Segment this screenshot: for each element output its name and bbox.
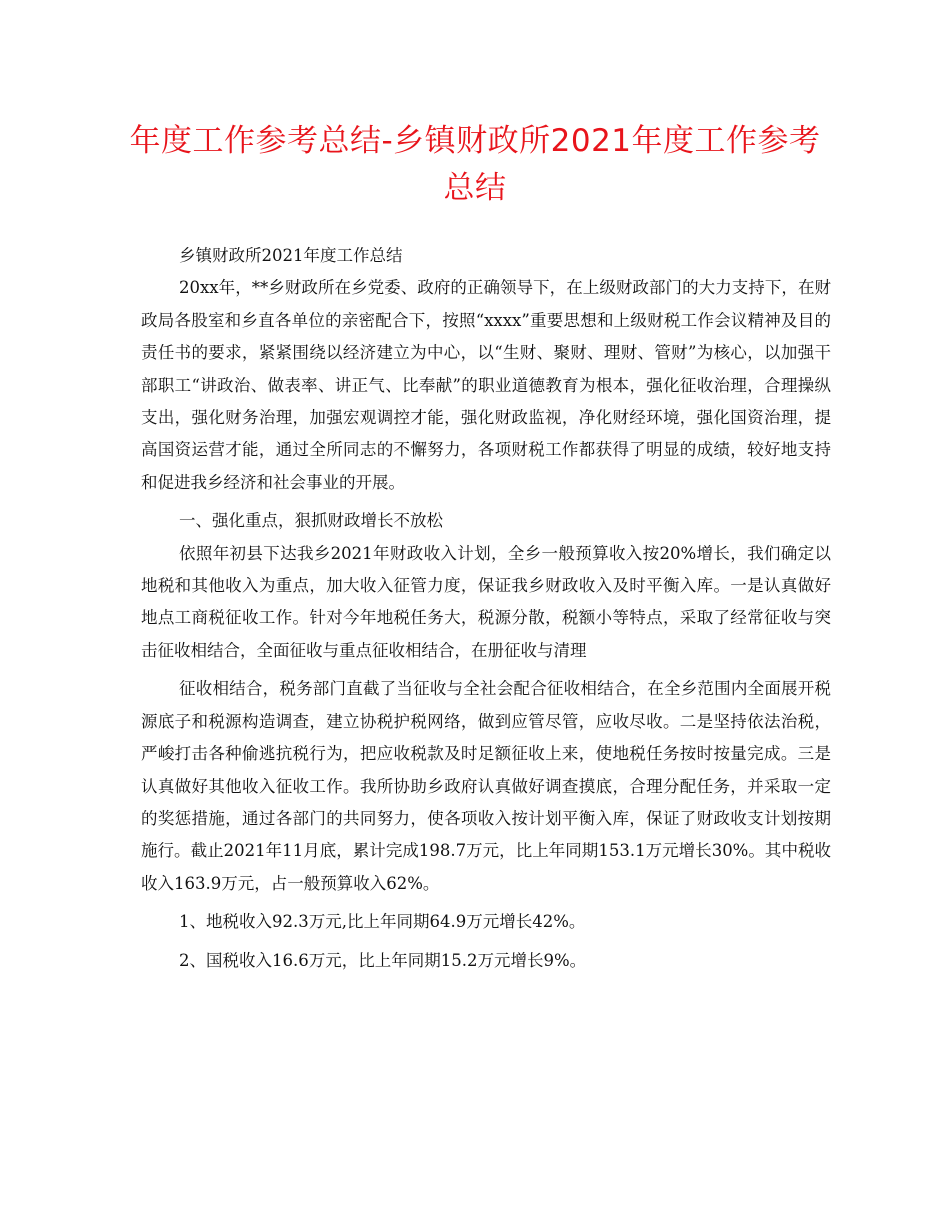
document-title: 年度工作参考总结-乡镇财政所2021年度工作参考总结 — [129, 123, 821, 206]
paragraph-revenue-plan: 依照年初县下达我乡2021年财政收入计划，全乡一般预算收入按20%增长，我们确定以地税和其他收入为重点，加大收入征管力度，保证我乡财政收入及时平衡入库。一是认真做好地点工商税征收工作。针对今年地税任务大，税源分散，税额小等特点，采取了经常征收与突击征收相结合，全面征收与重点征收相结合，在册征收与清理 — [141, 543, 831, 660]
paragraph-subtitle: 乡镇财政所2021年度工作总结 — [179, 246, 403, 265]
paragraph-revenue-collection: 征收相结合，税务部门直截了当征收与全社会配合征收相结合，在全乡范围内全面展开税源底子和税源构造调查，建立协税护税网络，做到应管尽管，应收尽收。二是坚持依法治税，严峻打击各种偷逃抗税行为，把应收税款及时足额征收上来，使地税任务按时按量完成。三是认真做好其他收入征收工作。我所协助乡政府认真做好调查摸底，合理分配任务，并采取一定的奖惩措施，通过各部门的共同努力，使各项收入按计划平衡入库，保证了财政收支计划按期施行。截止2021年11月底，累计完成198.7万元，比上年同期153.1万元增长30%。其中税收收入163.9万元，占一般预算收入62%。 — [141, 679, 831, 893]
list-item-local-tax: 1、地税收入92.3万元,比上年同期64.9万元增长42%。 — [179, 912, 586, 932]
section-heading-1: 一、强化重点，狠抓财政增长不放松 — [179, 511, 443, 531]
paragraph-intro: 20xx年，**乡财政所在乡党委、政府的正确领导下，在上级财政部门的大力支持下，在财政局各股室和乡直各单位的亲密配合下，按照“xxxx”重要思想和上级财税工作会议精神及目的责任书的要求，紧紧围绕以经济建立为中心，以“生财、聚财、理财、管财”为核心，以加强干部职工“讲政治、做表率、讲正气、比奉献”的职业道德教育为根本，强化征收治理，合理操纵支出，强化财务治理，加强宏观调控才能，强化财政监视，净化财经环境，强化国资治理，提高国资运营才能，通过全所同志的不懈努力，各项财税工作都获得了明显的成绩，较好地支持和促进我乡经济和社会事业的开展。 — [141, 278, 831, 492]
document-body — [141, 240, 831, 977]
list-item-national-tax: 2、国税收入16.6万元，比上年同期15.2万元增长9%。 — [179, 950, 587, 970]
